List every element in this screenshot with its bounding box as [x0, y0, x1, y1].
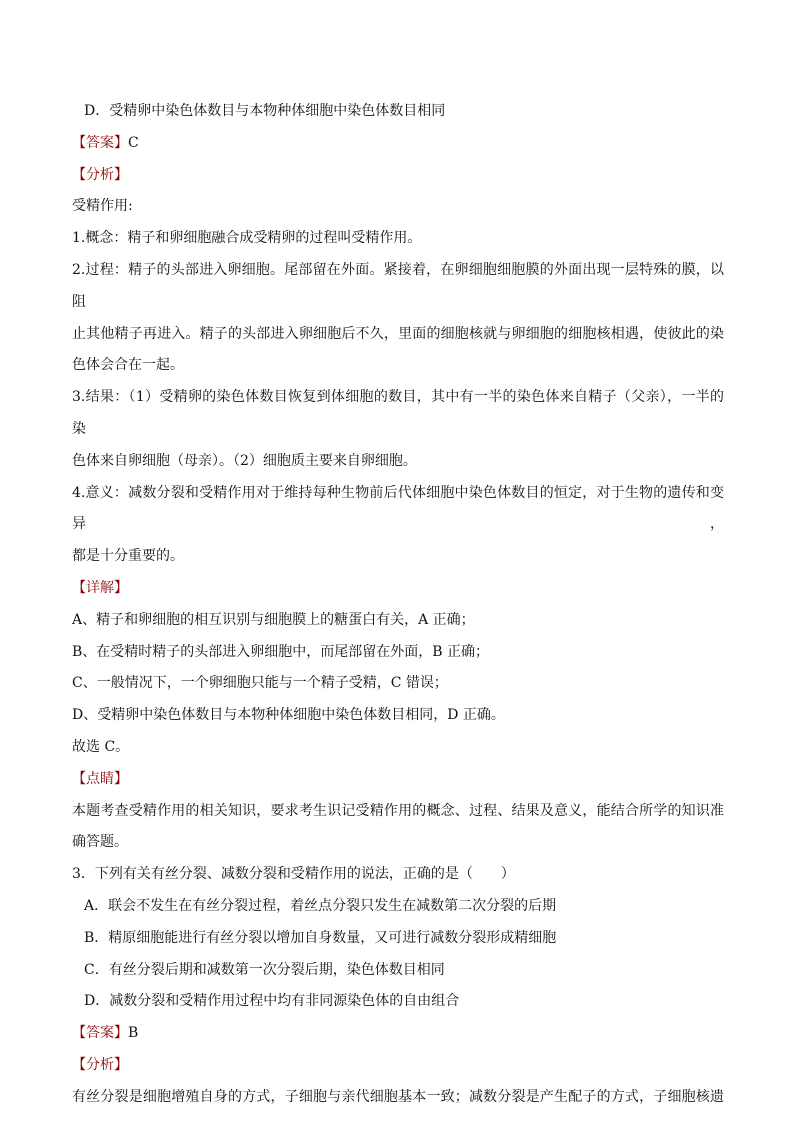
- answer-line: [72, 128, 724, 160]
- question-3-analysis-text: 有丝分裂是细胞增殖自身的方式，子细胞与亲代细胞基本一致；减数分裂是产生配子的方式，子细胞核遗: [72, 1088, 724, 1105]
- analysis-point-4b: 都是十分重要的。: [72, 548, 184, 565]
- question-3-answer-value: B: [128, 1025, 139, 1042]
- analysis-point-2b: 止其他精子再进入。精子的头部进入卵细胞后不久，里面的细胞核就与卵细胞的细胞核相遇，使彼此的染: [72, 325, 724, 342]
- detail-conclusion: 故选 C。: [72, 738, 130, 755]
- question-3-option-b: B．精原细胞能进行有丝分裂以增加自身数量，又可进行减数分裂形成精细胞: [84, 929, 557, 946]
- analysis-point-1: 1.概念：精子和卵细胞融合成受精卵的过程叫受精作用。: [72, 230, 422, 247]
- option-d-text: D．受精卵中染色体数目与本物种体细胞中染色体数目相同: [84, 103, 446, 119]
- detail-label: 【详解】: [72, 579, 128, 596]
- question-3-option-c: C．有丝分裂后期和减数第一次分裂后期，染色体数目相同: [84, 961, 445, 978]
- comment-line-2: 确答题。: [72, 834, 128, 851]
- question-3-stem: 3．下列有关有丝分裂、减数分裂和受精作用的说法，正确的是（ ）: [72, 866, 515, 883]
- answer-value: C: [128, 134, 139, 151]
- comment-line-1: 本题考查受精作用的相关知识，要求考生识记受精作用的概念、过程、结果及意义，能结合所学的知识准: [72, 802, 724, 819]
- analysis-point-2c: 色体会合在一起。: [72, 357, 184, 374]
- detail-d: D、受精卵中染色体数目与本物种体细胞中染色体数目相同，D 正确。: [72, 707, 505, 724]
- question-3-option-a: A．联会不发生在有丝分裂过程，着丝点分裂只发生在减数第二次分裂的后期: [84, 897, 557, 914]
- analysis-point-3a: 3.结果：（1）受精卵的染色体数目恢复到体细胞的数目，其中有一半的染色体来自精子（父亲），一半的染: [72, 389, 724, 437]
- detail-b: B、在受精时精子的头部进入卵细胞中，而尾部留在外面，B 正确；: [72, 643, 490, 660]
- detail-c: C、一般情况下，一个卵细胞只能与一个精子受精，C 错误；: [72, 675, 448, 692]
- analysis-point-2a: 2.过程：精子的头部进入卵细胞。尾部留在外面。紧接着，在卵细胞细胞膜的外面出现一层特殊的膜，以阻: [72, 261, 724, 310]
- question-3-analysis-label: 【分析】: [72, 1056, 128, 1073]
- question-3-option-d: D．减数分裂和受精作用过程中均有非同源染色体的自由组合: [84, 993, 460, 1010]
- question-3-answer-label: 【答案】: [72, 1025, 128, 1042]
- analysis-label: 【分析】: [72, 166, 128, 183]
- document-content: [72, 96, 724, 1114]
- analysis-point-3b: 色体来自卵细胞（母亲）。（2）细胞质主要来自卵细胞。: [72, 452, 417, 469]
- comment-label: 【点睛】: [72, 770, 128, 787]
- question-3-answer-line: [72, 1018, 724, 1050]
- analysis-intro: 受精作用:: [72, 198, 133, 215]
- analysis-point-4a: 4.意义：减数分裂和受精作用对于维持每种生物前后代体细胞中染色体数目的恒定，对于生物的遗传和变异，: [72, 484, 724, 533]
- detail-a: A、精子和卵细胞的相互识别与细胞膜上的糖蛋白有关，A 正确；: [72, 611, 475, 628]
- answer-label: 【答案】: [72, 134, 128, 151]
